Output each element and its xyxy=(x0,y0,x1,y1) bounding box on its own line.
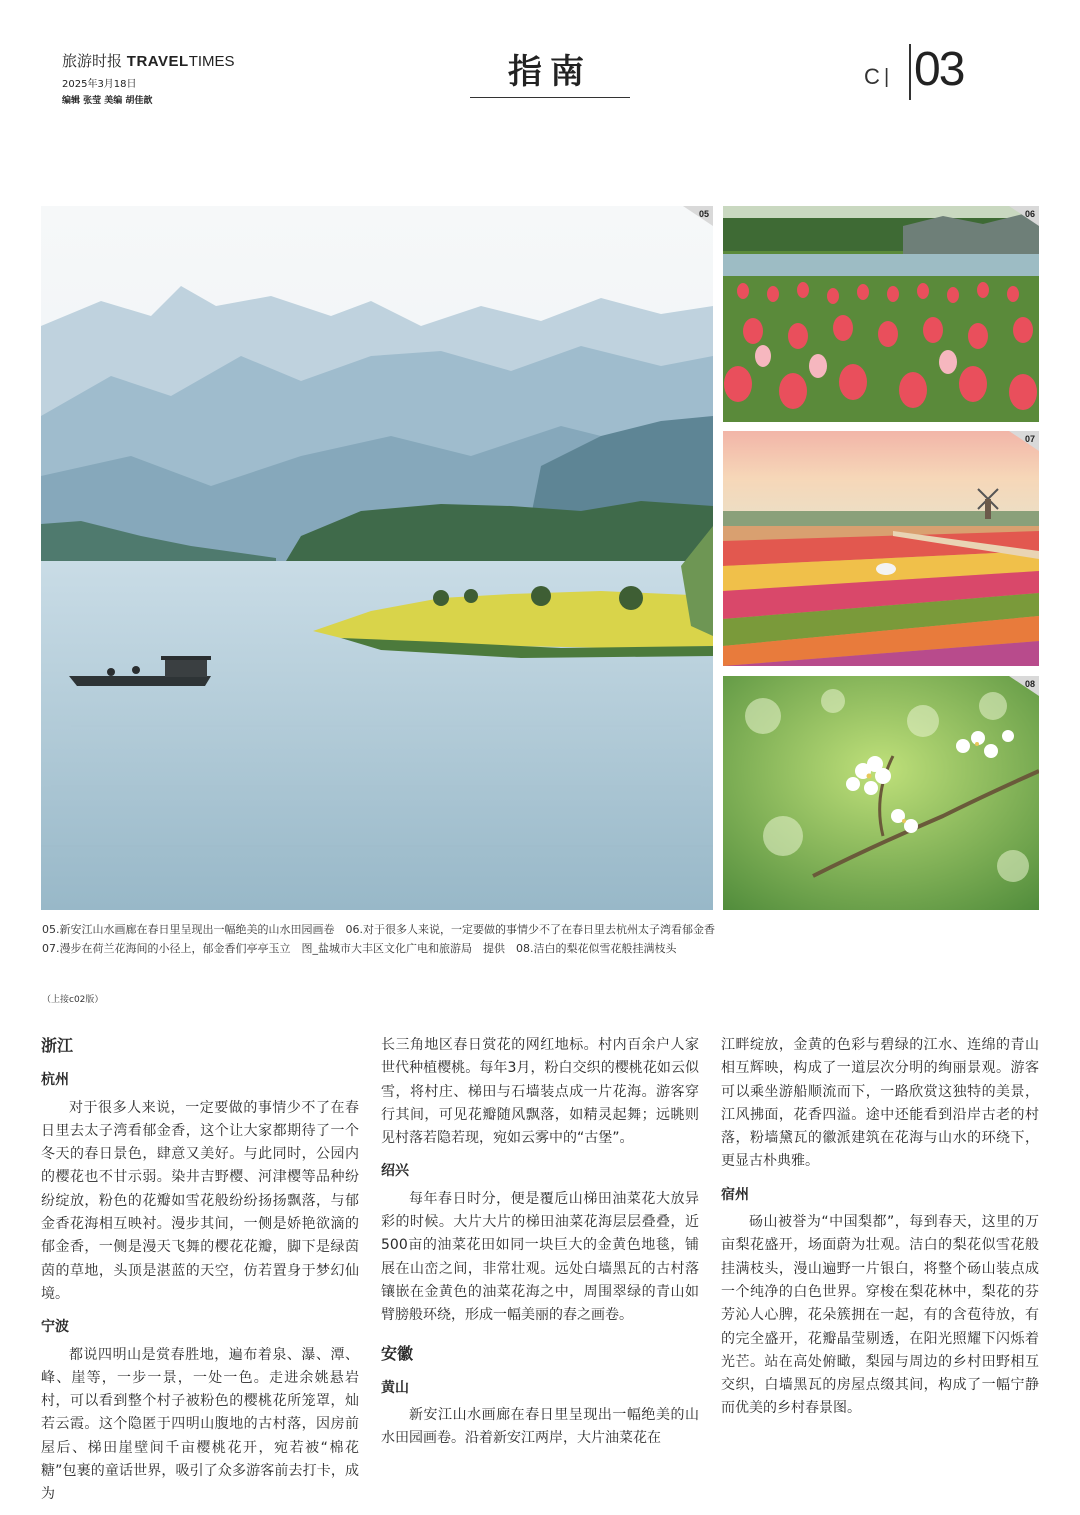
photo-tulips xyxy=(723,206,1039,422)
city-heading-hangzhou: 杭州 xyxy=(41,1072,69,1089)
ningbo-paragraph: 都说四明山是赏春胜地，遍布着泉、瀑、潭、峰、崖等，一步一景，一处一色。走进余姚悬岩村，可以看到整个村子被粉色的樱桃花所笼罩，灿若云霞。这个隐匿于四明山腹地的古村落，因房前屋后、梯田崖壁间千亩樱桃花开，宛若被“棉花糖”包裹的童话世界，吸引了众多游客前去打卡，成为 xyxy=(41,1346,359,1503)
shaoxing-paragraph: 每年春日时分，便是覆卮山梯田油菜花大放异彩的时候。大片大片的梯田油菜花海层层叠叠，近500亩的油菜花田如同一块巨大的金黄色地毯，铺展在山峦之间，非常壮观。远处白墙黑瓦的古村落镶嵌在金黄色的油菜花海之中，周围翠绿的青山如臂膀般环绕，形成一幅美丽的春之画卷。 xyxy=(381,1190,699,1324)
city-heading-ningbo: 宁波 xyxy=(41,1319,69,1336)
article-column-1 xyxy=(41,1030,359,1507)
huangshan-paragraph: 新安江山水画廊在春日里呈现出一幅绝美的山水田园画卷。沿着新安江两岸，大片油菜花在 xyxy=(381,1407,699,1447)
caption-line-1: 05.新安江山水画廊在春日里呈现出一幅绝美的山水田园画卷 06.对于很多人来说，一定要做的事情少不了在春日里去杭州太子湾看郁金香 xyxy=(42,923,715,936)
city-heading-huangshan: 黄山 xyxy=(381,1379,409,1396)
region-heading-anhui: 安徽 xyxy=(381,1343,414,1363)
suzhou-paragraph: 砀山被誉为“中国梨都”，每到春天，这里的万亩梨花盛开，场面蔚为壮观。洁白的梨花似雪花般挂满枝头，漫山遍野一片银白，将整个砀山装点成一个纯净的白色世界。穿梭在梨花林中，梨花的芬芳沁人心脾，花朵簇拥在一起，有的含苞待放，有的完全盛开，花瓣晶莹剔透，在阳光照耀下闪烁着光芒。站在高处俯瞰，梨园与周边的乡村田野相互交织，白墙黑瓦的房屋点缀其间，构成了一幅宁静而优美的乡村春景图。 xyxy=(721,1214,1039,1417)
brand-chinese: 旅游时报 xyxy=(62,52,123,70)
page-separator-bar: | xyxy=(884,66,890,88)
city-heading-suzhou: 宿州 xyxy=(721,1186,749,1203)
ningbo-paragraph-continued: 长三角地区春日赏花的网红地标。村内百余户人家世代种植樱桃。每年3月，粉白交织的樱桃花如云似雪，将村庄、梯田与石墙装点成一片花海。游客穿行其间，可见花瓣随风飘落，如精灵起舞；远眺则见村落若隐若现，宛如云雾中的“古堡”。 xyxy=(381,1037,699,1147)
page-number-divider xyxy=(909,44,911,100)
pear-blossom-image xyxy=(723,676,1039,910)
editor-credits: 编辑 张莹 美编 胡佳歆 xyxy=(62,96,153,106)
lake-landscape-image xyxy=(41,206,713,910)
photo-number-tag-08: 08 xyxy=(1003,676,1039,696)
huangshan-paragraph-continued: 江畔绽放，金黄的色彩与碧绿的江水、连绵的青山相互辉映，构成了一道层次分明的绚丽景观。游客可以乘坐游船顺流而下，一路欣赏这独特的美景，江风拂面，花香四溢。途中还能看到沿岸古老的村落，粉墙黛瓦的徽派建筑在花海与山水的环绕下，更显古朴典雅。 xyxy=(721,1037,1039,1170)
caption-line-2: 07.漫步在荷兰花海间的小径上，郁金香们亭亭玉立 图_盐城市大丰区文化广电和旅游局 提供 08.洁白的梨花似雪花般挂满枝头 xyxy=(42,942,677,955)
photo-flower-fields xyxy=(723,431,1039,666)
hangzhou-paragraph: 对于很多人来说，一定要做的事情少不了在春日里去太子湾看郁金香，这个让大家都期待了一个冬天的春日景色，肆意又美好。与此同时，公园内的樱花也不甘示弱。染井吉野樱、河津樱等品种纷纷绽放，粉色的花瓣如雪花般纷纷扬扬飘落，与郁金香花海相互映衬。漫步其间，一侧是娇艳欲滴的郁金香，一侧是漫天飞舞的樱花花瓣，脚下是绿茵茵的草地，头顶是湛蓝的天空，仿若置身于梦幻仙境。 xyxy=(41,1099,359,1302)
article-column-3 xyxy=(721,1034,1039,1421)
photo-number-tag-07: 07 xyxy=(1003,431,1039,451)
masthead xyxy=(62,50,235,106)
page-section-letter: C xyxy=(864,64,880,89)
section-title: 指南 xyxy=(470,44,630,98)
photo-number-tag-06: 06 xyxy=(1003,206,1039,226)
continued-from-note: （上接c02版） xyxy=(42,995,104,1005)
newspaper-name xyxy=(62,50,235,71)
brand-travel: TRAVEL xyxy=(126,53,189,70)
photo-number-tag-05: 05 xyxy=(677,206,713,226)
page-number: 03 xyxy=(914,43,964,96)
article-column-2 xyxy=(381,1034,699,1451)
brand-times: TIMES xyxy=(188,53,235,70)
flower-fields-image xyxy=(723,431,1039,666)
photo-lake-landscape xyxy=(41,206,713,910)
photo-pear-blossoms xyxy=(723,676,1039,910)
tulip-field-image xyxy=(723,206,1039,422)
issue-date: 2025年3月18日 xyxy=(62,79,137,90)
photo-captions xyxy=(42,920,1042,958)
city-heading-shaoxing: 绍兴 xyxy=(381,1163,409,1180)
region-heading-zhejiang: 浙江 xyxy=(41,1036,74,1055)
